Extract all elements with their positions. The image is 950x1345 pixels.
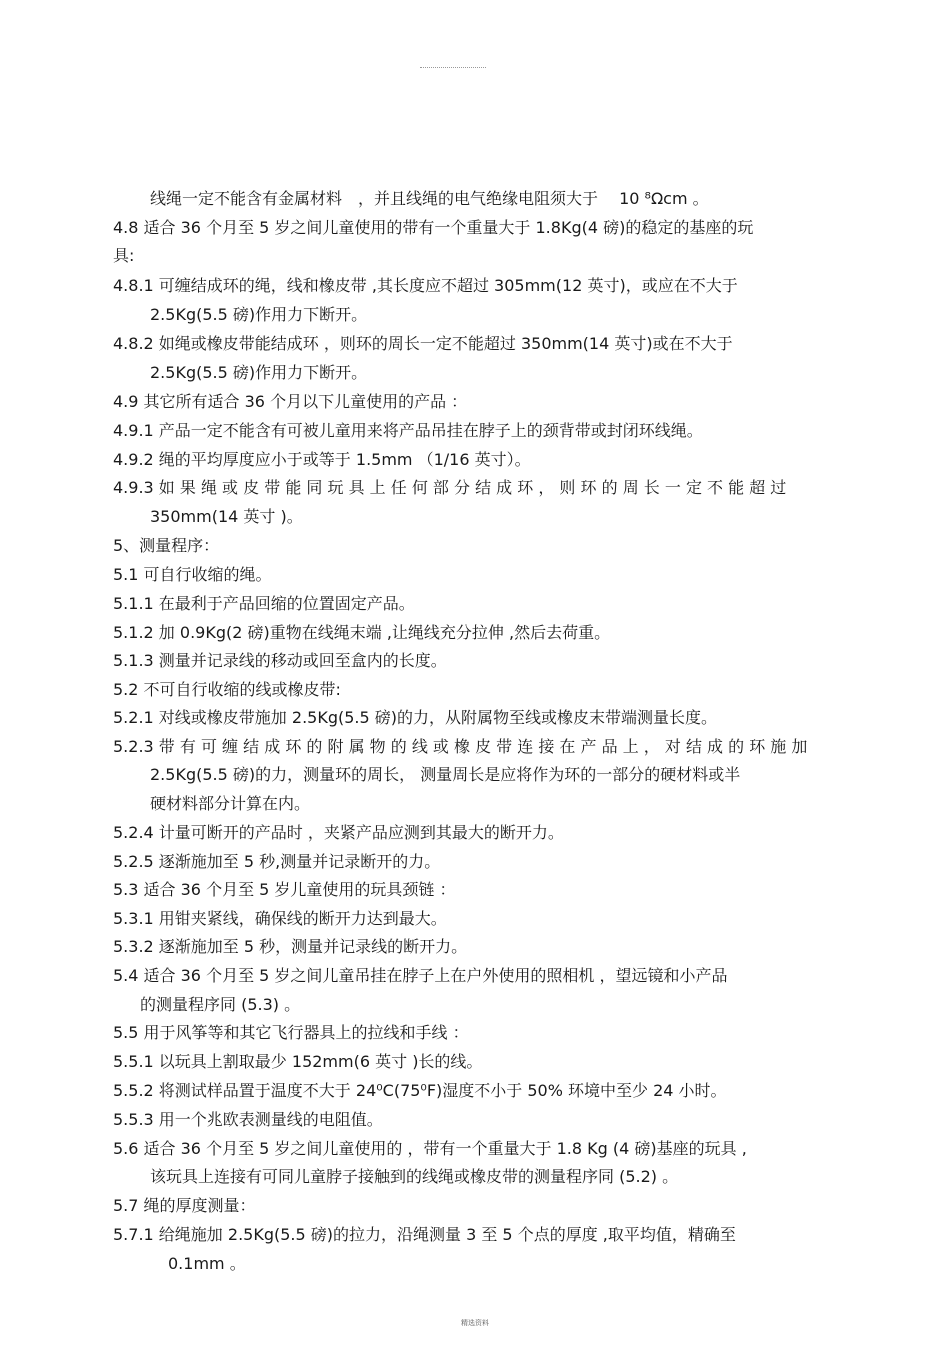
text-line: 5.1 可自行收缩的绳。 xyxy=(113,565,272,584)
text-line: 5.4 适合 36 个月至 5 岁之间儿童吊挂在脖子上在户外使用的照相机 ，望远镜和小产品 xyxy=(113,966,728,985)
text-line: 5.5 用于风筝等和其它飞行器具上的拉线和手线 ： xyxy=(113,1023,469,1042)
text-line: 硬材料部分计算在内。 xyxy=(150,794,311,813)
header-rule xyxy=(420,67,486,68)
text-line: 4.8.2 如绳或橡皮带能结成环 ，则环的周长一定不能超过 350mm(14 英寸)或在不大于 xyxy=(113,334,733,353)
text-line: 5.2.4 计量可断开的产品时 ，夹紧产品应测到其最大的断开力。 xyxy=(113,823,564,842)
text-line: 5.5.3 用一个兆欧表测量线的电阻值。 xyxy=(113,1110,383,1129)
text-line: 5.2.3 带 有 可 缠 结 成 环 的 附 属 物 的 线 或 橡 皮 带 连 接 在 产 品 上 ， 对 结 成 的 环 施 加 xyxy=(113,737,808,756)
text-line: 4.8.1 可缠结成环的绳，线和橡皮带 ,其长度应不超过 305mm(12 英寸)，或应在不大于 xyxy=(113,276,738,295)
text-line: 5.3 适合 36 个月至 5 岁儿童使用的玩具颈链 ： xyxy=(113,880,456,899)
text-line: 5.1.1 在最利于产品回缩的位置固定产品。 xyxy=(113,594,415,613)
text-line: 5.1.3 测量并记录线的移动或回至盒内的长度。 xyxy=(113,651,447,670)
text-line: 5.5.1 以玩具上割取最少 152mm(6 英寸 )长的线。 xyxy=(113,1052,483,1071)
text-line: 5.2.5 逐渐施加至 5 秒,测量并记录断开的力。 xyxy=(113,852,441,871)
text-line: 5.6 适合 36 个月至 5 岁之间儿童使用的 ，带有一个重量大于 1.8 Kg (4 磅)基座的玩具 , xyxy=(113,1139,747,1158)
text-line: 5.1.2 加 0.9Kg(2 磅)重物在线绳末端 ,让绳线充分拉伸 ,然后去荷重。 xyxy=(113,623,611,642)
text-line: 的测量程序同 (5.3) 。 xyxy=(140,995,301,1014)
text-line: 5.7 绳的厚度测量： xyxy=(113,1196,256,1215)
text-line: 线绳一定不能含有金属材料 ，并且线绳的电气绝缘电阻须大于 10 ⁸Ωcm 。 xyxy=(150,189,709,208)
text-line: 4.8 适合 36 个月至 5 岁之间儿童使用的带有一个重量大于 1.8Kg(4 磅)的稳定的基座的玩 xyxy=(113,218,754,237)
text-line: 0.1mm 。 xyxy=(168,1254,246,1273)
text-line: 5.7.1 给绳施加 2.5Kg(5.5 磅)的拉力，沿绳测量 3 至 5 个点的厚度 ,取平均值，精确至 xyxy=(113,1225,736,1244)
text-line: 5.2.1 对线或橡皮带施加 2.5Kg(5.5 磅)的力，从附属物至线或橡皮末带端测量长度。 xyxy=(113,708,717,727)
text-line: 4.9.3 如 果 绳 或 皮 带 能 同 玩 具 上 任 何 部 分 结 成 环 ， 则 环 的 周 长 一 定 不 能 超 过 xyxy=(113,478,787,497)
text-line: 5.2 不可自行收缩的线或橡皮带: xyxy=(113,680,341,699)
text-line: 5.3.1 用钳夹紧线，确保线的断开力达到最大。 xyxy=(113,909,447,928)
text-line: 5.3.2 逐渐施加至 5 秒，测量并记录线的断开力。 xyxy=(113,937,468,956)
text-line: 该玩具上连接有可同儿童脖子接触到的线绳或橡皮带的测量程序同 (5.2) 。 xyxy=(150,1167,679,1186)
text-line: 具: xyxy=(113,246,135,265)
text-line: 4.9 其它所有适合 36 个月以下儿童使用的产品 ： xyxy=(113,392,468,411)
text-line: 2.5Kg(5.5 磅)的力，测量环的周长， 测量周长是应将作为环的一部分的硬材料或半 xyxy=(150,765,741,784)
text-line: 2.5Kg(5.5 磅)作用力下断开。 xyxy=(150,363,368,382)
text-line: 5.5.2 将测试样品置于温度不大于 24⁰C(75⁰F)湿度不小于 50% 环境中至少 24 小时。 xyxy=(113,1081,727,1100)
text-line: 5、测量程序： xyxy=(113,536,220,555)
text-line: 4.9.2 绳的平均厚度应小于或等于 1.5mm （1/16 英寸）。 xyxy=(113,450,531,469)
text-line: 4.9.1 产品一定不能含有可被儿童用来将产品吊挂在脖子上的颈背带或封闭环线绳。 xyxy=(113,421,703,440)
text-line: 2.5Kg(5.5 磅)作用力下断开。 xyxy=(150,305,368,324)
text-line: 350mm(14 英寸 )。 xyxy=(150,507,303,526)
page-footer: 精选资料 xyxy=(461,1319,489,1327)
